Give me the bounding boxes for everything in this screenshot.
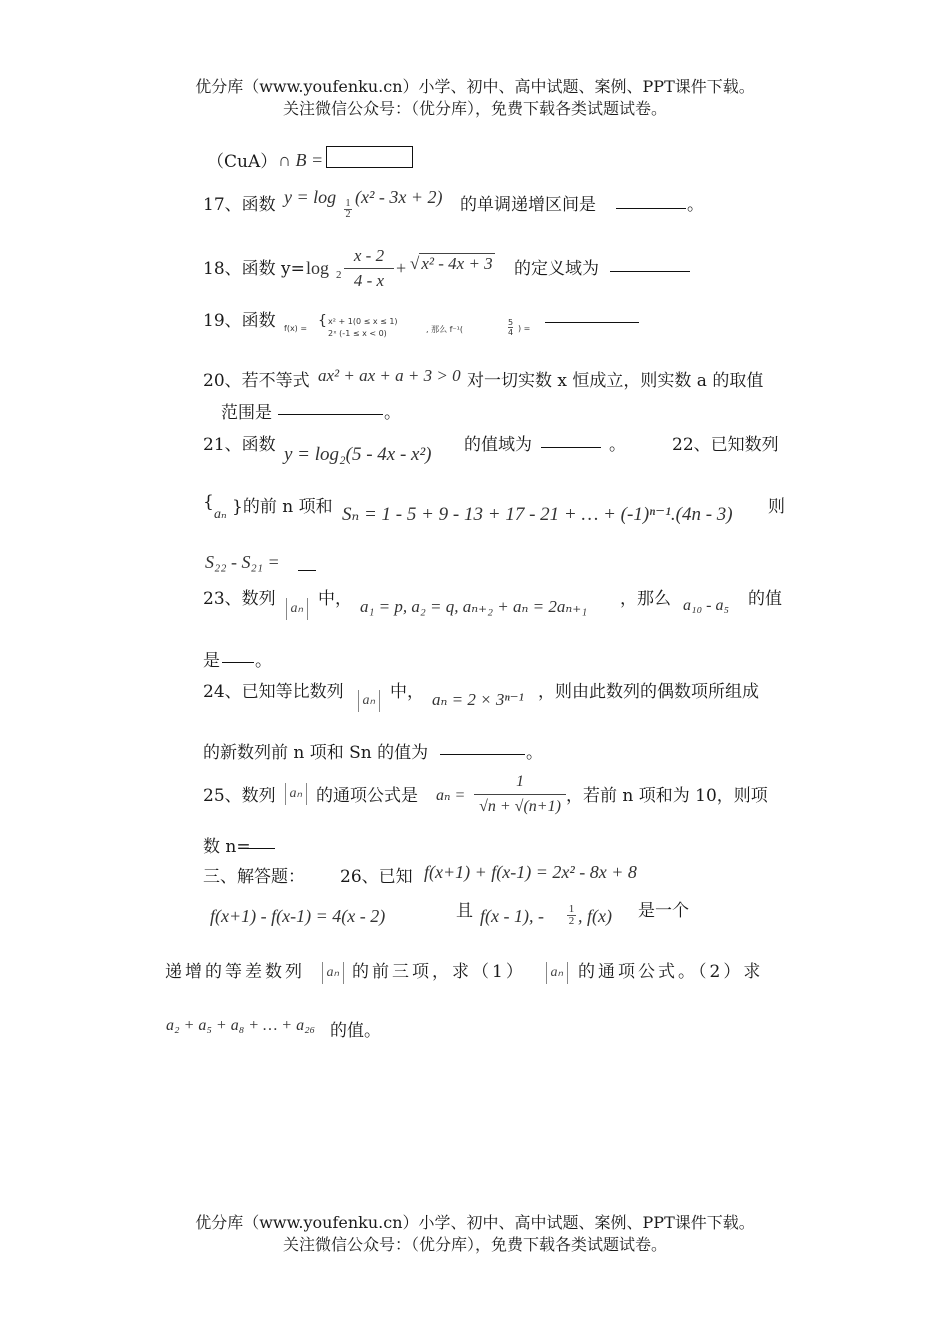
q22-brace-text: }的前 n 项和: [232, 497, 333, 517]
q26-line3c: 的通项公式。（2）求: [578, 962, 764, 982]
q19-answer-blank: [545, 322, 639, 323]
q17-log-base: 1 2: [345, 198, 351, 220]
q21-end: 。: [609, 435, 626, 455]
q24-label: 24、已知等比数列: [203, 682, 344, 702]
header-line-2: 关注微信公众号：（优分库），免费下载各类试题试卷。: [282, 99, 667, 118]
q19-tail: , 那么 f⁻¹(: [426, 325, 463, 334]
q16-prefix: （CuA）: [207, 152, 278, 172]
q19-brace: {: [318, 313, 327, 329]
q26-eq2: f(x+1) - f(x-1) = 4(x - 2): [210, 906, 386, 926]
q19-end: ) =: [518, 324, 531, 333]
q26-sum: a₂ + a₅ + a₈ + … + a₂₆: [166, 1017, 316, 1034]
q20-end: 。: [384, 403, 401, 423]
q18-log: log: [306, 258, 330, 278]
q26-half: 1 2: [568, 903, 575, 927]
q22-sum-formula: Sₙ = 1 - 5 + 9 - 13 + 17 - 21 + … + (-1)ⁿ⁻¹.(4n - 3): [342, 504, 733, 525]
q26-seq-2: aₙ: [546, 962, 568, 984]
q23-answer-blank: [222, 662, 254, 663]
q24-answer-blank: [440, 754, 525, 755]
q17-answer-blank: [616, 208, 686, 209]
section-title: 三、解答题：: [203, 867, 305, 887]
q22-an: aₙ: [214, 507, 227, 522]
q26-terms: f(x - 1), -: [480, 906, 544, 926]
q24-formula: aₙ = 2 × 3ⁿ⁻¹: [432, 690, 524, 709]
q25-line2: 数 n=: [203, 837, 251, 857]
q25-mid: 的通项公式是: [316, 786, 418, 806]
q22-expr: S₂₂ - S₂₁ =: [205, 552, 280, 572]
q23-seq: aₙ: [286, 598, 308, 620]
q17-math-y: y = log: [284, 187, 337, 207]
q22-answer-blank: [298, 570, 316, 571]
q21-label: 21、函数: [203, 435, 276, 455]
q26-line3b: 的前三项，求（1）: [352, 962, 526, 982]
q26-line3a: 递增的等差数列: [165, 962, 305, 982]
q20-label: 20、若不等式: [203, 371, 310, 391]
q26-sum-suffix: 的值。: [330, 1021, 381, 1041]
header-line-1: 优分库（www.youfenku.cn）小学、初中、高中试题、案例、PPT课件下载。: [195, 77, 755, 96]
q26-eq1: f(x+1) + f(x-1) = 2x² - 8x + 8: [424, 862, 637, 882]
q16-math: ∩ B =: [278, 150, 324, 170]
q25-label: 25、数列: [203, 786, 276, 806]
q26-seq-1: aₙ: [322, 962, 344, 984]
q24-line2: 的新数列前 n 项和 Sn 的值为: [203, 743, 429, 763]
q18-log-base: 2: [336, 269, 342, 281]
q17-end: 。: [687, 195, 704, 215]
q20-suffix: 对一切实数 x 恒成立，则实数 a 的取值: [467, 371, 764, 391]
q23-end: 。: [255, 651, 272, 671]
q18-label: 18、函数 y=: [203, 259, 305, 279]
q24-end: 。: [526, 743, 543, 763]
footer-line-2: 关注微信公众号：（优分库），免费下载各类试题试卷。: [282, 1235, 667, 1254]
q20-line2: 范围是: [221, 403, 272, 423]
q18-root: √ x² - 4x + 3: [410, 254, 493, 273]
q25-seq: aₙ: [285, 783, 307, 805]
q25-suffix: ，若前 n 项和为 10，则项: [566, 786, 768, 806]
q21-math: y = log₂(5 - 4x - x²): [284, 444, 432, 465]
q23-mid: 中，: [318, 589, 352, 609]
q22-label: 22、已知数列: [672, 435, 779, 455]
q20-math: ax² + ax + a + 3 > 0: [318, 366, 461, 385]
q21-answer-blank: [541, 447, 601, 448]
q19-label: 19、函数: [203, 311, 276, 331]
q25-fraction: 1 √n + √(n+1): [474, 770, 566, 819]
q25-lhs: aₙ =: [436, 787, 466, 804]
q17-arg: (x² - 3x + 2): [355, 187, 443, 207]
q18-fraction: x - 2 4 - x: [344, 244, 394, 293]
q24-seq: aₙ: [358, 690, 380, 712]
q23-suffix: 的值: [748, 589, 782, 609]
q20-answer-blank: [278, 414, 383, 415]
q19-fx: f(x) =: [284, 324, 308, 333]
q18-suffix: 的定义域为: [514, 259, 599, 279]
q23-then: ，那么: [620, 589, 671, 609]
q17-suffix: 的单调递增区间是: [460, 195, 596, 215]
q16-answer-box: [326, 146, 413, 168]
q18-plus: +: [396, 258, 407, 278]
q24-suffix: ，则由此数列的偶数项所组成: [538, 682, 759, 702]
q23-recurrence: a₁ = p, a₂ = q, aₙ₊₂ + aₙ = 2aₙ₊₁: [360, 597, 588, 616]
q23-expr: a₁₀ - a₅: [683, 597, 730, 614]
q17-label: 17、函数: [203, 195, 276, 215]
footer-line-1: 优分库（www.youfenku.cn）小学、初中、高中试题、案例、PPT课件下载。: [195, 1213, 755, 1232]
q18-answer-blank: [610, 271, 690, 272]
q26-terms-end: , f(x): [578, 906, 612, 926]
q26-and: 且: [456, 901, 473, 921]
q22-then: 则: [768, 497, 785, 517]
q19-cases: x² + 1(0 ≤ x ≤ 1) 2ˣ (-1 ≤ x < 0): [328, 317, 398, 338]
q21-suffix: 的值域为: [464, 435, 532, 455]
q19-frac: 5 4: [508, 318, 514, 337]
q26-label: 26、已知: [340, 867, 413, 887]
q23-line2: 是: [203, 651, 220, 671]
q24-mid: 中，: [390, 682, 424, 702]
q22-brace-open: {: [203, 492, 214, 512]
q23-label: 23、数列: [203, 589, 276, 609]
q25-answer-blank: [247, 848, 275, 849]
q26-is-one: 是一个: [638, 901, 689, 921]
